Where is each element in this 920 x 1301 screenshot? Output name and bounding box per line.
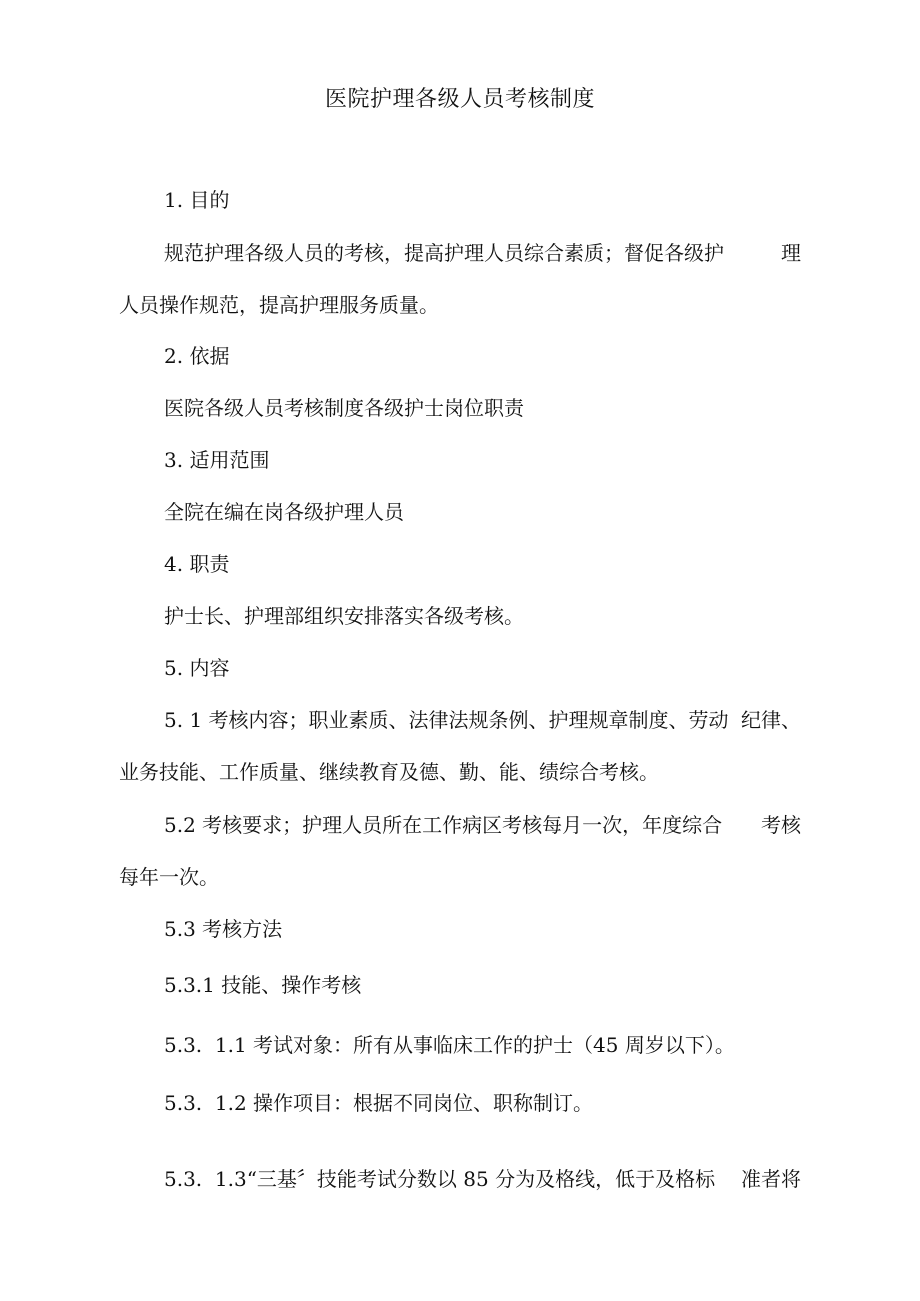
item-text: 1.2 操作项目：根据不同岗位、职称制订。 — [214, 1091, 594, 1115]
text-segment: 规范护理各级人员的考核，提高护理人员综合素质；督促各级护 — [164, 241, 724, 265]
section-heading-skills: 5.3.1 技能、操作考核 — [164, 973, 362, 997]
text-segment: 5. 1 考核内容；职业素质、法律法规条例、护理规章制度、劳动 — [164, 708, 729, 732]
paragraph-line: 全院在编在岗各级护理人员 — [164, 500, 404, 524]
paragraph-line — [164, 238, 801, 268]
paragraph-line: 人员操作规范，提高护理服务质量。 — [119, 293, 439, 317]
list-item — [164, 1164, 801, 1194]
item-body: 1.3“三基〞技能考试分数以 85 分为及格线，低于及格标 — [214, 1167, 716, 1191]
paragraph-line — [164, 705, 801, 735]
paragraph-line: 医院各级人员考核制度各级护士岗位职责 — [164, 396, 524, 420]
paragraph-line: 护士长、护理部组织安排落实各级考核。 — [164, 604, 524, 628]
text-segment: 准者将 — [741, 1167, 801, 1191]
text-segment: 理 — [781, 241, 801, 265]
paragraph-line: 每年一次。 — [119, 865, 219, 889]
item-number: 5.3. — [164, 1167, 203, 1191]
text-segment: 考核 — [761, 813, 801, 837]
item-number: 5.3. — [164, 1091, 203, 1115]
section-heading-method: 5.3 考核方法 — [164, 917, 283, 941]
text-segment: 纪律、 — [741, 708, 801, 732]
item-number: 5.3. — [164, 1033, 203, 1057]
section-heading-scope: 3. 适用范围 — [164, 448, 270, 472]
list-item — [164, 1030, 735, 1060]
section-heading-content: 5. 内容 — [164, 656, 230, 680]
paragraph-line — [164, 810, 801, 840]
item-text: 1.1 考试对象：所有从事临床工作的护士（45 周岁以下）。 — [214, 1033, 735, 1057]
section-heading-purpose: 1. 目的 — [164, 188, 230, 212]
item-text — [164, 1164, 715, 1194]
document-title: 医院护理各级人员考核制度 — [324, 87, 595, 112]
section-heading-basis: 2. 依据 — [164, 344, 230, 368]
text-segment: 5.2 考核要求；护理人员所在工作病区考核每月一次，年度综合 — [164, 813, 723, 837]
section-heading-duties: 4. 职责 — [164, 552, 230, 576]
list-item — [164, 1088, 593, 1118]
paragraph-line: 业务技能、工作质量、继续教育及德、勤、能、绩综合考核。 — [119, 760, 659, 784]
